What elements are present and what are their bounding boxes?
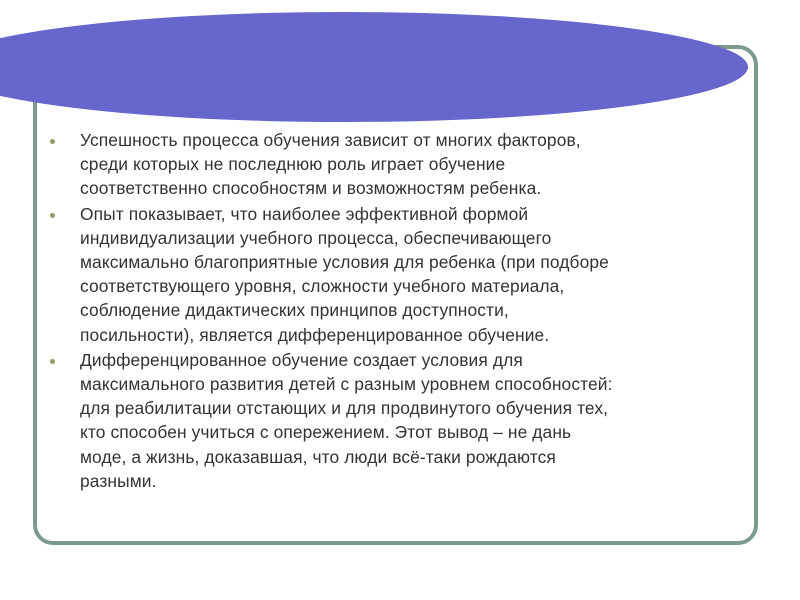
bullet-dot-icon <box>50 359 55 364</box>
text-line: кто способен учиться с опережением. Этот вывод – не дань <box>80 422 572 443</box>
bullet-text <box>80 128 740 201</box>
text-line: индивидуализации учебного процесса, обеспечивающего <box>80 227 552 248</box>
bullet-item <box>40 348 740 493</box>
text-line: Успешность процесса обучения зависит от многих факторов, <box>80 130 581 150</box>
text-line: Опыт показывает, что наиболее эффективной формой <box>80 203 529 224</box>
bullet-list <box>40 128 740 494</box>
bullet-text <box>80 348 740 493</box>
text-line: моде, а жизнь, доказавшая, что люди всё-таки рождаются <box>80 446 556 467</box>
text-line: соблюдение дидактических принципов доступности, <box>80 300 509 321</box>
text-line: максимального развития детей с разным уровнем способностей: <box>80 374 613 395</box>
text-line: максимально благоприятные условия для ребенка (при подборе <box>80 252 609 273</box>
text-line: для реабилитации отстающих и для продвинутого обучения тех, <box>80 398 609 419</box>
text-line: посильности), является дифференцированное обучение. <box>80 324 550 345</box>
text-line: среди которых не последнюю роль играет обучение <box>80 154 506 175</box>
bullet-item <box>40 202 740 347</box>
bullet-dot-icon <box>50 139 55 144</box>
bullet-dot-icon <box>50 213 55 218</box>
bullet-item <box>40 128 740 201</box>
text-line: соответственно способностям и возможностям ребенка. <box>80 178 542 199</box>
text-line: соответствующего уровня, сложности учебного материала, <box>80 276 565 297</box>
text-line: Дифференцированное обучение создает условия для <box>80 349 523 370</box>
text-line: разными. <box>80 470 157 491</box>
bullet-text <box>80 202 740 347</box>
